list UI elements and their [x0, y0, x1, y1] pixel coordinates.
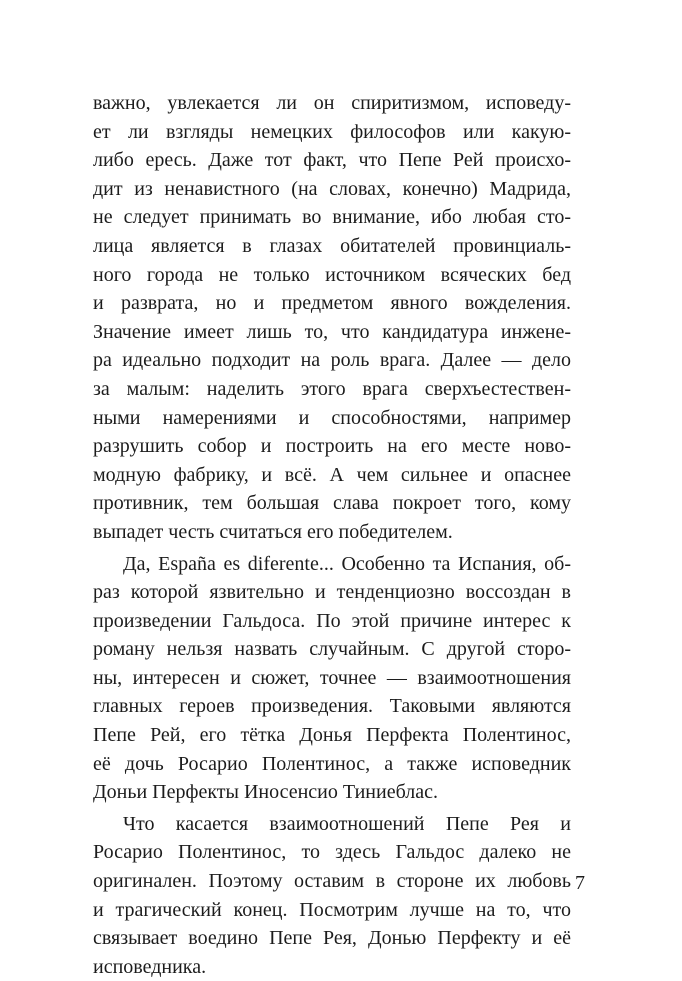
- text-line: Доньи Перфекты Иносенсио Тиниеблас.: [93, 781, 438, 804]
- text-line: главных героев произведения. Таковыми являются: [93, 695, 571, 718]
- text-line: либо ересь. Даже тот факт, что Пепе Рей происхо-: [93, 149, 571, 172]
- paragraph: [93, 550, 571, 807]
- text-line: ны, интересен и сюжет, точнее — взаимоотношения: [93, 666, 571, 689]
- paragraph: [93, 810, 571, 981]
- text-line: произведении Гальдоса. По этой причине интерес к: [93, 609, 571, 632]
- text-line: исповедника.: [93, 955, 207, 978]
- text-line: роману нельзя назвать случайным. С другой сторо-: [93, 638, 571, 661]
- text-line: не следует принимать во внимание, ибо любая сто-: [93, 206, 571, 229]
- text-line: Что касается взаимоотношений Пепе Рея и: [123, 812, 571, 835]
- text-line: Росарио Полентинос, то здесь Гальдос далеко не: [93, 841, 571, 864]
- text-line: важно, увлекается ли он спиритизмом, исповеду-: [93, 92, 571, 114]
- text-line: ного города не только источником всяческих бед: [93, 263, 571, 286]
- text-line: оригинален. Поэтому оставим в стороне их любовь: [93, 870, 571, 893]
- text-line: Пепе Рей, его тётка Донья Перфекта Полентинос,: [93, 724, 571, 747]
- paragraph: [93, 89, 571, 547]
- text-line: ра идеально подходит на роль врага. Далее — дело: [93, 349, 571, 372]
- text-line: Значение имеет лишь то, что кандидатура инжене-: [93, 320, 571, 343]
- text-line: противник, тем большая слава покроет того, кому: [93, 492, 571, 515]
- text-line: связывает воедино Пепе Рея, Донью Перфекту и её: [93, 927, 571, 950]
- text-line: модную фабрику, и всё. А чем сильнее и опаснее: [93, 463, 571, 486]
- text-line: разрушить собор и построить на его месте ново-: [93, 435, 571, 458]
- text-line: за малым: наделить этого врага сверхъестествен-: [93, 377, 571, 400]
- text-line: ет ли взгляды немецких философов или какую-: [93, 120, 571, 143]
- text-line: раз которой язвительно и тенденциозно воссоздан в: [93, 581, 571, 604]
- page-number: 7: [575, 872, 585, 894]
- body-text: [93, 89, 571, 981]
- text-line: ными намерениями и способностями, например: [93, 406, 571, 429]
- text-line: её дочь Росарио Полентинос, а также исповедник: [93, 752, 571, 775]
- text-line: Да, España es diferente... Особенно та Испания, об-: [123, 552, 571, 575]
- text-line: и трагический конец. Посмотрим лучше на то, что: [93, 898, 571, 921]
- text-line: выпадет честь считаться его победителем.: [93, 520, 453, 543]
- text-line: дит из ненавистного (на словах, конечно) Мадрида,: [93, 177, 571, 200]
- text-line: и разврата, но и предметом явного вожделения.: [93, 292, 571, 315]
- text-line: лица является в глазах обитателей провинциаль-: [93, 234, 571, 257]
